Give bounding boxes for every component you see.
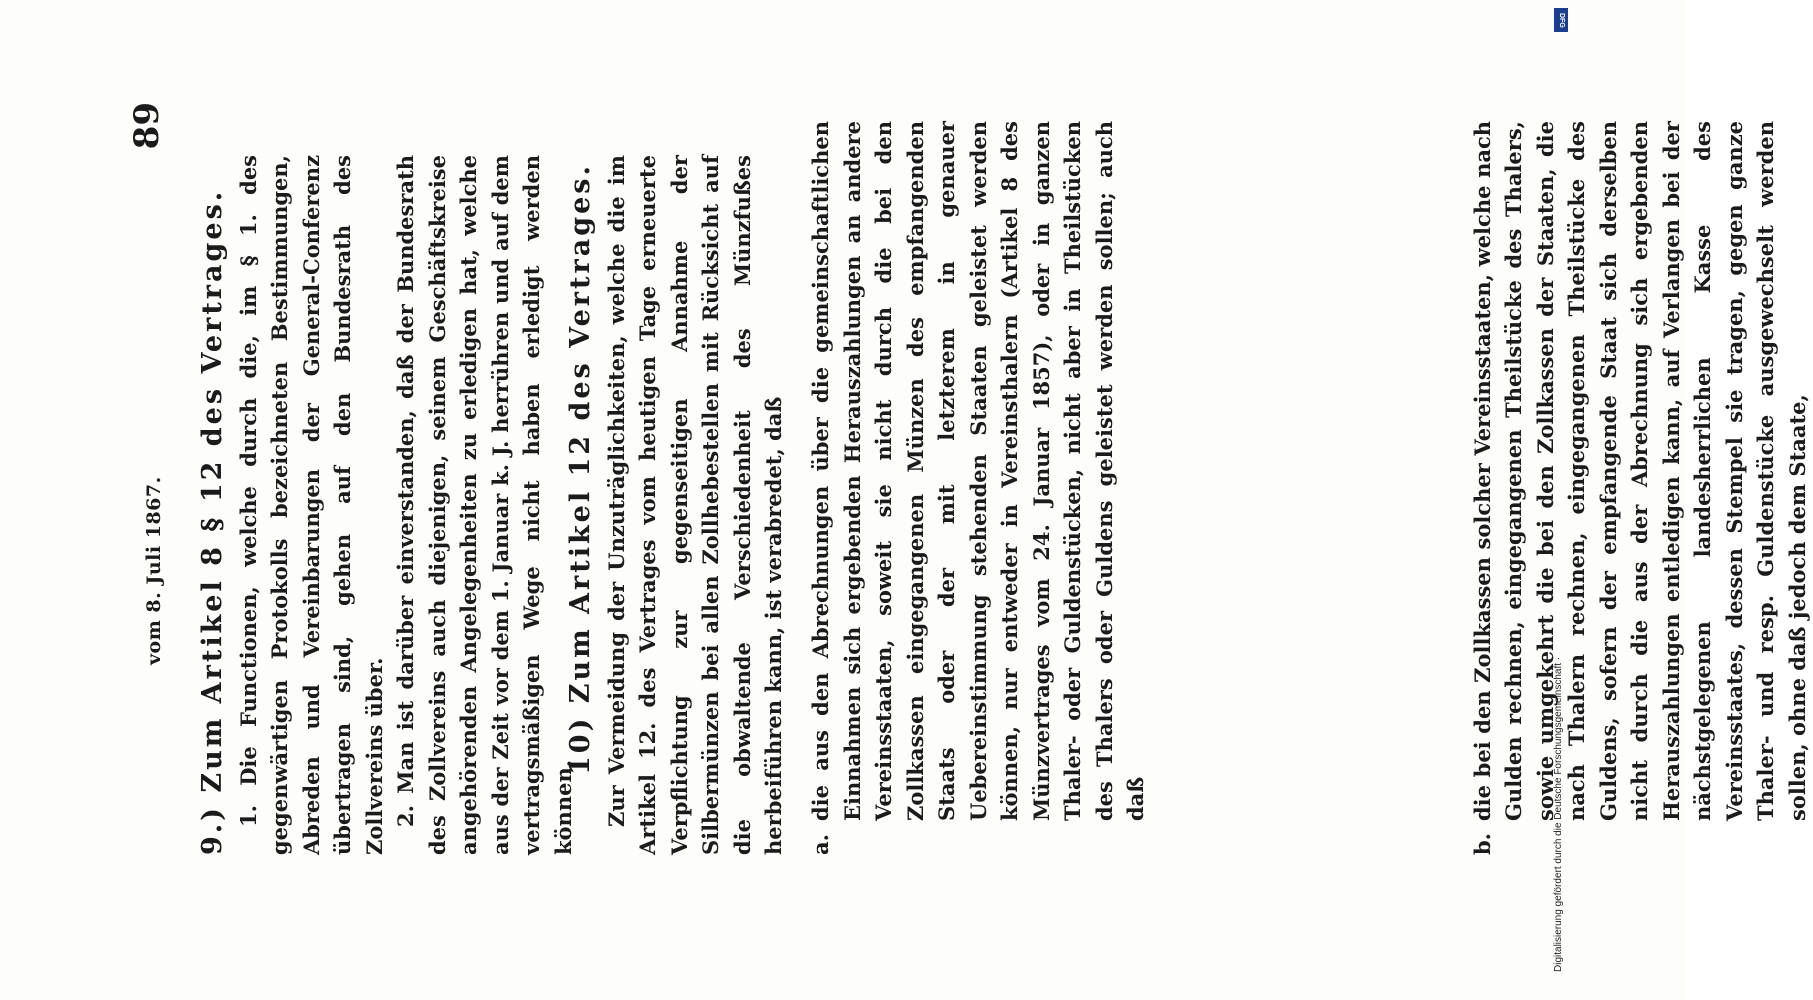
- list-item-a-text: die aus den Abrechnungen über die gemeinschaftlichen Einnahmen sich ergebenden Herauszahlungen an andere Vereinsstaaten, soweit sie nicht durch die bei den Zollkassen eingegangenen Münzen des empfangenden Staats oder der mit letzterem in genauer Uebereinstimmung stehenden Staaten geleistet werden können, nur entweder in Vereinsthalern (Artikel 8 des Münzvertrages vom 24. Januar 1857), oder in ganzen Thaler- oder Guldenstücken, nicht aber in Theilstücken des Thalers oder Guldens geleistet werden sollen; auch daß: [808, 121, 1148, 821]
- digitization-credit: Digitalisierung gefördert durch die Deutsche Forschungsgemeinschaft ·: [1553, 656, 1564, 972]
- section-10-paragraph: Zur Vermeidung der Unzuträglichkeiten, welche die im Artikel 12. des Vertrages vom heutigen Tage erneuerte Verpflichtung zur gegenseitigen Annahme der Silbermünzen bei allen Zollhebestellen mit Rücksicht auf die obwaltende Verschiedenheit des Münzfußes herbeiführen kann, ist verabredet, daß: [603, 155, 786, 855]
- dfg-logo: DFG: [1554, 8, 1568, 32]
- list-item-b-text: die bei den Zollkassen solcher Vereinsstaaten, welche nach Gulden rechnen, eingegangenen Theilstücke des Thalers, sowie umgekehrt die bei den Zollkassen der Staaten, die nach Thalern rechnen, eingegangenen Theilstücke des Guldens, sofern der empfangende Staat sich derselben nicht durch die aus der Abrechnung sich ergebenden Herauszahlungen entledigen kann, auf Verlangen bei der nächstgelegenen landesherrlichen Kasse des Vereinsstaates, dessen Stempel sie tragen, gegen ganze Thaler- und resp. Guldenstücke ausgewechselt werden sollen, ohne daß jedoch dem Staate,: [1469, 121, 1810, 821]
- section-9: [197, 155, 579, 855]
- section-10: [565, 155, 790, 855]
- running-head: vom 8. Juli 1867.: [143, 476, 165, 665]
- section-9-paragraph-2: 2. Man ist darüber einverstanden, daß der Bundesrath des Zollvereins auch diejenigen, seinem Geschäftskreise angehörenden Angelegenheiten zu erledigen hat, welche aus der Zeit vor dem 1. Januar k. J. herrühren und auf dem vertragsmäßigen Wege nicht haben erledigt werden können.: [393, 155, 576, 855]
- list-item-b: [1467, 121, 1813, 855]
- list-item-a-label: a.: [808, 834, 833, 855]
- section-9-heading: 9.) Zum Artikel 8 § 12 des Vertrages.: [197, 188, 228, 855]
- section-9-paragraph-1: 1. Die Functionen, welche durch die, im § 1. des gegenwärtigen Protokolls bezeichneten Bestimmungen, Abreden und Vereinbarungen der General-Conferenz übertragen sind, gehen auf den Bundesrath des Zollvereins über.: [235, 155, 387, 855]
- page-header: [45, 90, 167, 905]
- list-item-b-label: b.: [1469, 833, 1495, 855]
- page-number: 89: [127, 102, 167, 150]
- rotated-document-page: [45, 90, 1810, 905]
- list-item-a: [805, 121, 1152, 855]
- section-10-heading: 10) Zum Artikel 12 des Vertrages.: [565, 163, 596, 775]
